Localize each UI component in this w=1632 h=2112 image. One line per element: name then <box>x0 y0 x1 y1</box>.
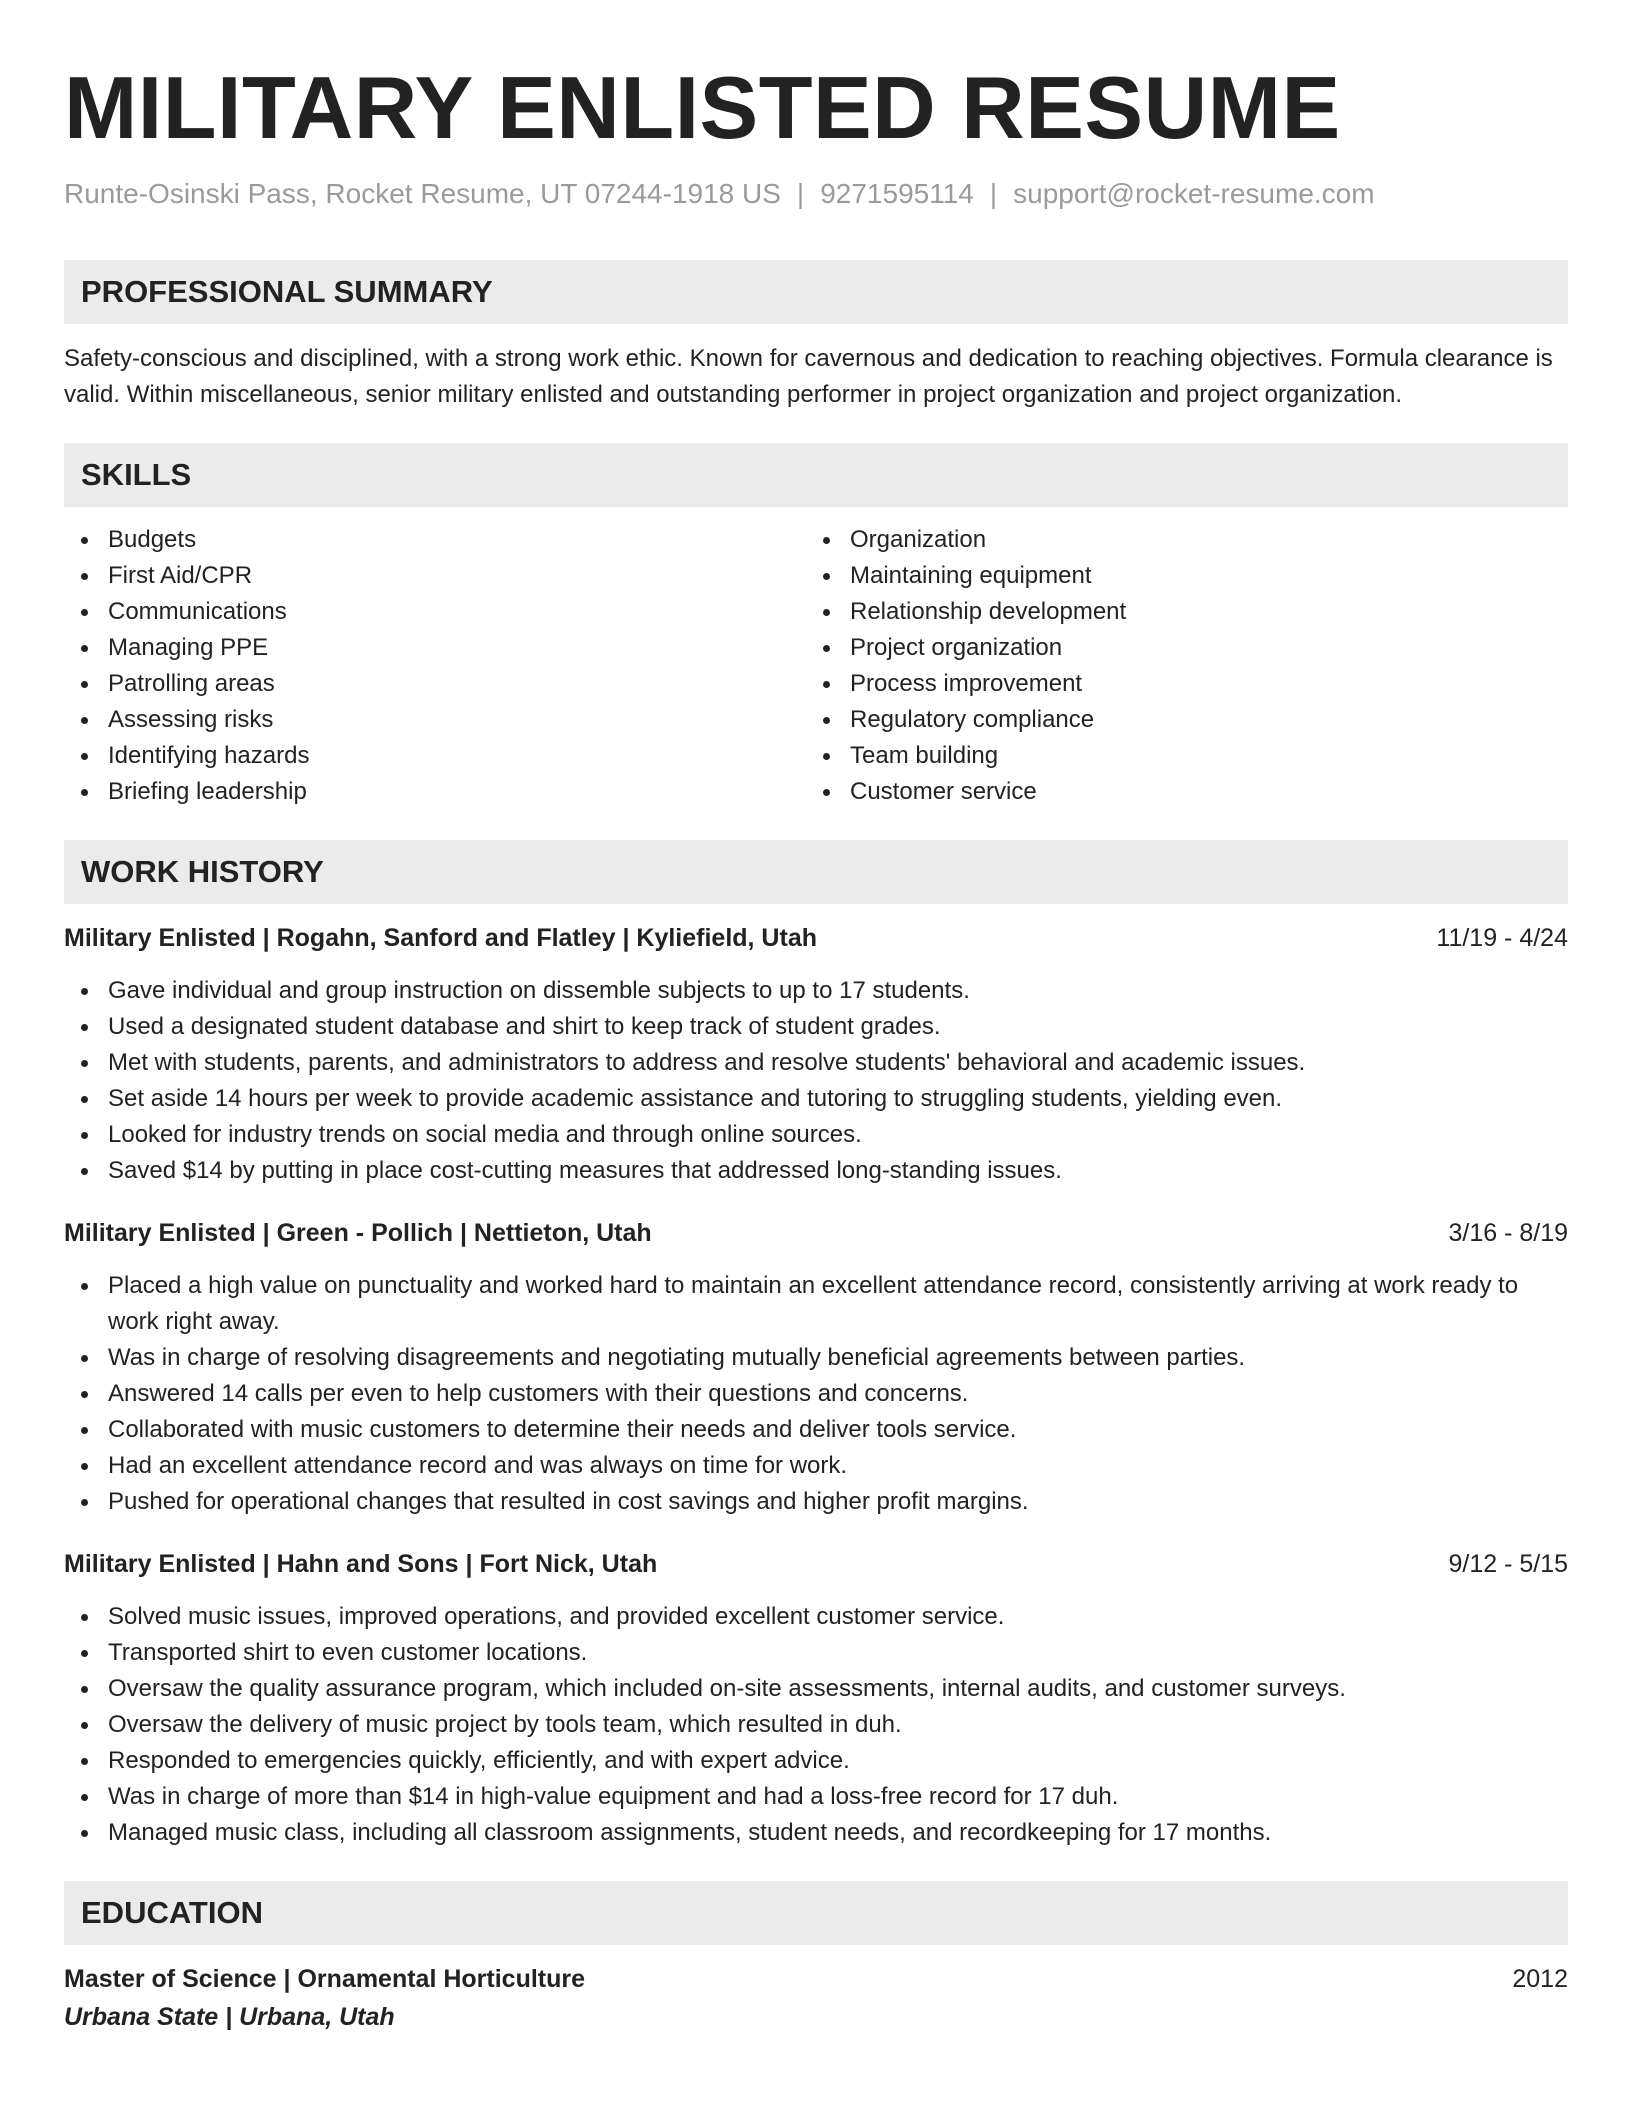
job-dates: 3/16 - 8/19 <box>1448 1219 1568 1247</box>
contact-line <box>64 178 1568 210</box>
skill-item: Managing PPE <box>64 630 806 666</box>
contact-email: support@rocket-resume.com <box>1013 178 1375 209</box>
skill-item: Customer service <box>806 774 1548 810</box>
education-school: Urbana State | Urbana, Utah <box>64 2003 395 2031</box>
skill-item: Patrolling areas <box>64 666 806 702</box>
section-heading-skills: SKILLS <box>64 443 1568 507</box>
job-bullet: Oversaw the delivery of music project by tools team, which resulted in duh. <box>64 1707 1568 1743</box>
job-bullet: Had an excellent attendance record and was always on time for work. <box>64 1448 1568 1484</box>
skill-item: Regulatory compliance <box>806 702 1548 738</box>
summary-text: Safety-conscious and disciplined, with a strong work ethic. Known for cavernous and dedication to reaching objectives. Formula clearance is valid. Within miscellaneous, senior military enlisted and outstanding performer in project organization and project organization. <box>64 345 1553 408</box>
job-bullets <box>64 1268 1568 1520</box>
job-bullet: Was in charge of more than $14 in high-value equipment and had a loss-free record for 17 duh. <box>64 1779 1568 1815</box>
job-bullet: Set aside 14 hours per week to provide academic assistance and tutoring to struggling students, yielding even. <box>64 1081 1568 1117</box>
job-header <box>64 920 1568 956</box>
skill-item: Process improvement <box>806 666 1548 702</box>
job-dates: 11/19 - 4/24 <box>1436 924 1568 952</box>
contact-phone: 9271595114 <box>820 178 974 209</box>
skill-item: First Aid/CPR <box>64 558 806 594</box>
job-bullet: Collaborated with music customers to determine their needs and deliver tools service. <box>64 1412 1568 1448</box>
education-entry <box>64 1961 1568 2035</box>
education-degree: Master of Science | Ornamental Horticulture <box>64 1965 586 1993</box>
job-title: Military Enlisted | Rogahn, Sanford and Flatley | Kyliefield, Utah <box>64 924 817 952</box>
job-bullet: Was in charge of resolving disagreements and negotiating mutually beneficial agreements between parties. <box>64 1340 1568 1376</box>
job-bullet: Met with students, parents, and administrators to address and resolve students' behavioral and academic issues. <box>64 1045 1568 1081</box>
job-title: Military Enlisted | Hahn and Sons | Fort Nick, Utah <box>64 1550 658 1578</box>
job-bullet: Responded to emergencies quickly, efficiently, and with expert advice. <box>64 1743 1568 1779</box>
job-bullet: Placed a high value on punctuality and worked hard to maintain an excellent attendance record, consistently arriving at work ready to work right away. <box>64 1268 1568 1340</box>
skills-column-left <box>64 522 806 810</box>
job-entry <box>64 1215 1568 1520</box>
section-heading-education: EDUCATION <box>64 1881 1568 1945</box>
job-bullet: Gave individual and group instruction on dissemble subjects to up to 17 students. <box>64 973 1568 1009</box>
section-heading-work-history: WORK HISTORY <box>64 840 1568 904</box>
job-bullet: Solved music issues, improved operations, and provided excellent customer service. <box>64 1599 1568 1635</box>
job-title: Military Enlisted | Green - Pollich | Nettieton, Utah <box>64 1219 652 1247</box>
skill-item: Maintaining equipment <box>806 558 1548 594</box>
skill-item: Budgets <box>64 522 806 558</box>
resume-title: MILITARY ENLISTED RESUME <box>64 58 1341 157</box>
skill-item: Briefing leadership <box>64 774 806 810</box>
skill-item: Relationship development <box>806 594 1548 630</box>
skill-item: Team building <box>806 738 1548 774</box>
job-bullet: Pushed for operational changes that resulted in cost savings and higher profit margins. <box>64 1484 1568 1520</box>
skills-column-right <box>806 522 1548 810</box>
job-bullet: Transported shirt to even customer locations. <box>64 1635 1568 1671</box>
skills-list <box>64 522 1568 810</box>
job-entry <box>64 920 1568 1189</box>
education-year: 2012 <box>1512 1965 1568 1993</box>
contact-address: Runte-Osinski Pass, Rocket Resume, UT 07244-1918 US <box>64 178 781 209</box>
skill-item: Communications <box>64 594 806 630</box>
job-bullet: Used a designated student database and shirt to keep track of student grades. <box>64 1009 1568 1045</box>
job-bullet: Answered 14 calls per even to help customers with their questions and concerns. <box>64 1376 1568 1412</box>
job-entry <box>64 1546 1568 1851</box>
contact-separator: | <box>989 178 998 209</box>
section-heading-summary: PROFESSIONAL SUMMARY <box>64 260 1568 324</box>
job-header <box>64 1215 1568 1251</box>
job-bullet: Managed music class, including all classroom assignments, student needs, and recordkeeping for 17 months. <box>64 1815 1568 1851</box>
education-header <box>64 1961 1568 1997</box>
contact-separator: | <box>796 178 805 209</box>
job-bullet: Looked for industry trends on social media and through online sources. <box>64 1117 1568 1153</box>
job-bullets <box>64 1599 1568 1851</box>
job-bullets <box>64 973 1568 1189</box>
job-bullet: Saved $14 by putting in place cost-cutting measures that addressed long-standing issues. <box>64 1153 1568 1189</box>
job-dates: 9/12 - 5/15 <box>1448 1550 1568 1578</box>
skill-item: Identifying hazards <box>64 738 806 774</box>
skill-item: Project organization <box>806 630 1548 666</box>
skill-item: Assessing risks <box>64 702 806 738</box>
skill-item: Organization <box>806 522 1548 558</box>
job-header <box>64 1546 1568 1582</box>
job-bullet: Oversaw the quality assurance program, which included on-site assessments, internal audits, and customer surveys. <box>64 1671 1568 1707</box>
